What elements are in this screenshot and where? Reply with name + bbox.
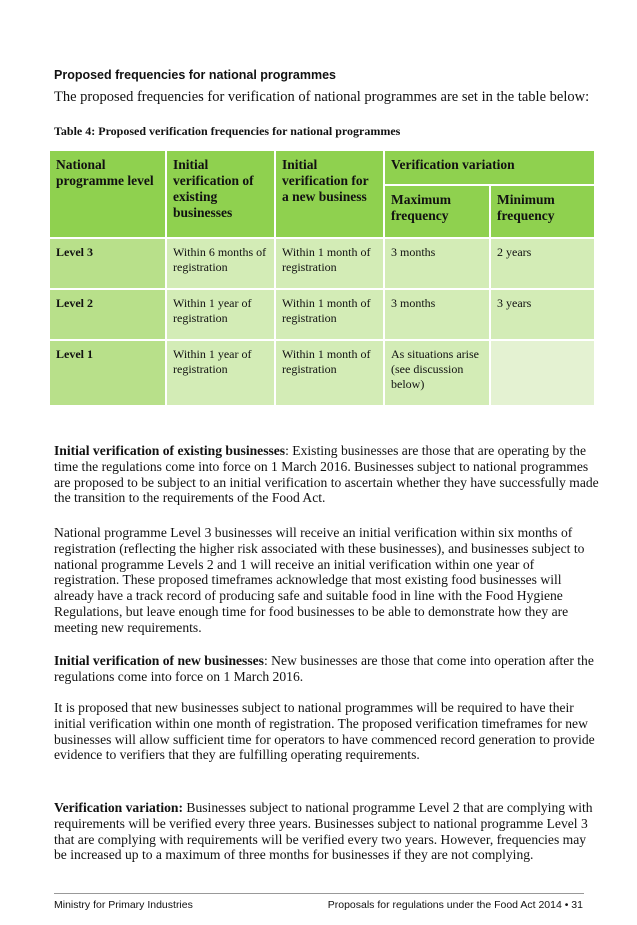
row-existing: Within 6 months of registration: [167, 239, 274, 288]
footer-page-info: Proposals for regulations under the Food Act 2014 • 31: [327, 899, 583, 911]
paragraph-body: Businesses subject to national programme Level 2 that are complying with requirements will be verified every three years. Businesses subject to national programme Level 3 that are complying with requirements will be verified every two years. However, frequencies may be increased up to a maximum of three months for businesses if they are not complying.: [54, 800, 593, 863]
header-max: Maximum frequency: [385, 186, 489, 237]
footer-organisation: Ministry for Primary Industries: [54, 899, 193, 911]
row-max: As situations arise (see discussion below): [385, 341, 489, 405]
row-new: Within 1 month of registration: [276, 290, 383, 339]
table-header-row: [50, 151, 594, 184]
row-min: 3 years: [491, 290, 594, 339]
paragraph-new-timeframes: It is proposed that new businesses subject to national programmes will be required to have their initial verification within one month of registration. The proposed verification timeframes for new businesses will allow sufficient time for operators to have commenced record generation to provide evidence to verifiers that they are fulfilling operating requirements.: [54, 700, 595, 763]
row-level: Level 3: [50, 239, 165, 288]
header-existing: Initial verification of existing businesses: [167, 151, 274, 237]
row-existing: Within 1 year of registration: [167, 290, 274, 339]
table-row: [50, 239, 594, 288]
header-variation: Verification variation: [385, 151, 594, 184]
row-max: 3 months: [385, 290, 489, 339]
intro-text: The proposed frequencies for verification of national programmes are set in the table below:: [54, 89, 590, 105]
row-min: [491, 341, 594, 405]
paragraph-existing-businesses: [54, 443, 599, 506]
header-level: National programme level: [50, 151, 165, 237]
row-level: Level 1: [50, 341, 165, 405]
row-level: Level 2: [50, 290, 165, 339]
table-row: [50, 290, 594, 339]
header-min: Minimum frequency: [491, 186, 594, 237]
table-row: [50, 341, 594, 405]
row-new: Within 1 month of registration: [276, 239, 383, 288]
paragraph-lead: Initial verification of existing businesses: [54, 443, 286, 458]
section-heading: Proposed frequencies for national programmes: [54, 68, 337, 82]
row-new: Within 1 month of registration: [276, 341, 383, 405]
row-min: 2 years: [491, 239, 594, 288]
paragraph-body: : New businesses are those that come into operation after the regulations come into force on 1 March 2016.: [54, 653, 594, 684]
table-caption: Table 4: Proposed verification frequencies for national programmes: [54, 124, 401, 138]
paragraph-level-timeframes: National programme Level 3 businesses will receive an initial verification within six months of registration (reflecting the higher risk associated with these businesses), and businesses subject to national programme Levels 2 and 1 will receive an initial verification within one year of registration. These proposed timeframes acknowledge that most existing food businesses will already have a track record of producing safe and suitable food in line with the Food Hygiene Regulations, but leave enough time for food businesses to be able to demonstrate how they are meeting new requirements.: [54, 525, 585, 635]
paragraph-lead: Initial verification of new businesses: [54, 653, 264, 668]
row-max: 3 months: [385, 239, 489, 288]
header-new: Initial verification for a new business: [276, 151, 383, 237]
paragraph-verification-variation: [54, 800, 599, 863]
paragraph-body: : Existing businesses are those that are operating by the time the regulations come into force on 1 March 2016. Businesses subject to national programmes are proposed to be subject to an initial verification to ascertain whether they have successfully made the transition to the requirements of the Food Act.: [54, 443, 599, 506]
paragraph-lead: Verification variation:: [54, 800, 183, 815]
paragraph-new-businesses: [54, 653, 599, 685]
row-existing: Within 1 year of registration: [167, 341, 274, 405]
verification-frequency-table: [48, 149, 596, 407]
footer-divider: [54, 893, 584, 894]
